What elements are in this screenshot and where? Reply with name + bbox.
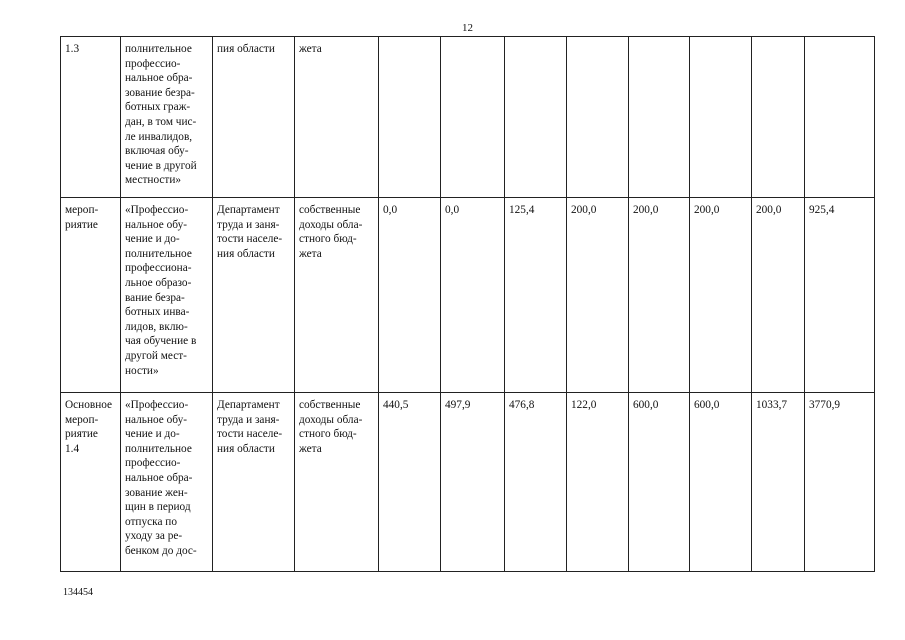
cell-value <box>690 37 752 198</box>
cell-text-line: собственные <box>299 399 361 411</box>
page-number: 12 <box>462 22 473 34</box>
cell-text-line: ности» <box>125 364 159 377</box>
cell-text-line: чение в другой <box>125 159 197 172</box>
table-row <box>61 393 875 572</box>
cell-text-line: Основное <box>65 399 113 411</box>
cell-value: 125,4 <box>505 198 567 393</box>
cell-text-line: 1.3 <box>65 43 80 55</box>
cell-value: 497,9 <box>441 393 505 572</box>
cell-funding-source <box>295 37 379 198</box>
cell-text-line: жета <box>299 442 322 455</box>
cell-text-line: нальное обра- <box>125 72 193 85</box>
cell-value <box>805 37 875 198</box>
cell-text-line: дан, в том чис- <box>125 115 197 128</box>
cell-text-line: риятие <box>65 218 98 231</box>
cell-value: 200,0 <box>567 198 629 393</box>
cell-text-line: чая обучение в <box>125 335 197 348</box>
cell-text-line: труда и заня- <box>217 413 280 426</box>
cell-text-line: включая обу- <box>125 145 189 158</box>
cell-value: 600,0 <box>690 393 752 572</box>
cell-text-line: ботных граж- <box>125 101 191 114</box>
cell-executor <box>213 393 295 572</box>
cell-text-line: местности» <box>125 174 182 187</box>
cell-text-line: ботных инва- <box>125 306 190 319</box>
cell-text-line: Департамент <box>217 399 280 411</box>
table-row <box>61 37 875 198</box>
cell-text-line: бенком до дос- <box>125 544 197 557</box>
cell-text-line: собственные <box>299 204 361 216</box>
cell-value: 200,0 <box>690 198 752 393</box>
cell-text-line: Департамент <box>217 204 280 216</box>
cell-value: 0,0 <box>441 198 505 393</box>
cell-executor <box>213 198 295 393</box>
cell-text-line: стного бюд- <box>299 233 357 246</box>
cell-value: 925,4 <box>805 198 875 393</box>
cell-text-line: мероп- <box>65 204 99 216</box>
cell-text-line: другой мест- <box>125 349 187 362</box>
cell-text-line: ле инвалидов, <box>125 130 193 143</box>
cell-text-line: тости населе- <box>217 428 283 441</box>
cell-text-line: льное образо- <box>125 276 192 289</box>
cell-text-line: профессиона- <box>125 262 192 275</box>
cell-text-line: полнительное <box>125 442 192 455</box>
cell-value: 3770,9 <box>805 393 875 572</box>
cell-executor <box>213 37 295 198</box>
cell-value <box>567 37 629 198</box>
cell-text-line: лидов, вклю- <box>125 320 188 333</box>
cell-text-line: профессио- <box>125 57 181 70</box>
cell-item-number <box>61 198 121 393</box>
cell-item-number <box>61 393 121 572</box>
cell-value: 600,0 <box>629 393 690 572</box>
cell-funding-source <box>295 393 379 572</box>
cell-item-name <box>121 37 213 198</box>
cell-text-line: жета <box>299 247 322 260</box>
cell-text-line: «Профессио- <box>125 399 189 411</box>
cell-text-line: уходу за ре- <box>125 530 183 543</box>
cell-text-line: чение и до- <box>125 428 180 441</box>
cell-value <box>629 37 690 198</box>
cell-item-number <box>61 37 121 198</box>
cell-item-name <box>121 198 213 393</box>
cell-item-name <box>121 393 213 572</box>
cell-value: 1033,7 <box>752 393 805 572</box>
cell-text-line: нальное обу- <box>125 413 187 426</box>
cell-value <box>505 37 567 198</box>
cell-text-line: щин в период <box>125 501 191 514</box>
cell-text-line: труда и заня- <box>217 218 280 231</box>
cell-text-line: тости населе- <box>217 233 283 246</box>
cell-text-line: отпуска по <box>125 515 177 528</box>
cell-text-line: «Профессио- <box>125 204 189 216</box>
cell-value: 440,5 <box>379 393 441 572</box>
cell-funding-source <box>295 198 379 393</box>
cell-text-line: 1.4 <box>65 442 80 455</box>
cell-text-line: доходы обла- <box>299 413 363 426</box>
cell-text-line: жета <box>299 43 322 55</box>
program-table <box>60 36 875 572</box>
cell-value: 200,0 <box>752 198 805 393</box>
cell-value: 476,8 <box>505 393 567 572</box>
cell-text-line: риятие <box>65 428 98 441</box>
document-code: 134454 <box>63 587 93 598</box>
cell-text-line: полнительное <box>125 43 192 55</box>
table-row <box>61 198 875 393</box>
cell-text-line: полнительное <box>125 247 192 260</box>
cell-text-line: пия области <box>217 43 275 55</box>
cell-text-line: вание безра- <box>125 291 185 304</box>
cell-text-line: профессио- <box>125 457 181 470</box>
cell-text-line: зование жен- <box>125 486 188 499</box>
cell-text-line: нальное обу- <box>125 218 187 231</box>
cell-value <box>441 37 505 198</box>
cell-text-line: ния области <box>217 442 275 455</box>
cell-text-line: чение и до- <box>125 233 180 246</box>
cell-value: 122,0 <box>567 393 629 572</box>
cell-text-line: мероп- <box>65 413 99 426</box>
cell-value: 0,0 <box>379 198 441 393</box>
cell-value <box>379 37 441 198</box>
cell-text-line: нальное обра- <box>125 471 193 484</box>
cell-value <box>752 37 805 198</box>
cell-value: 200,0 <box>629 198 690 393</box>
cell-text-line: зование безра- <box>125 86 195 99</box>
cell-text-line: стного бюд- <box>299 428 357 441</box>
cell-text-line: ния области <box>217 247 275 260</box>
cell-text-line: доходы обла- <box>299 218 363 231</box>
